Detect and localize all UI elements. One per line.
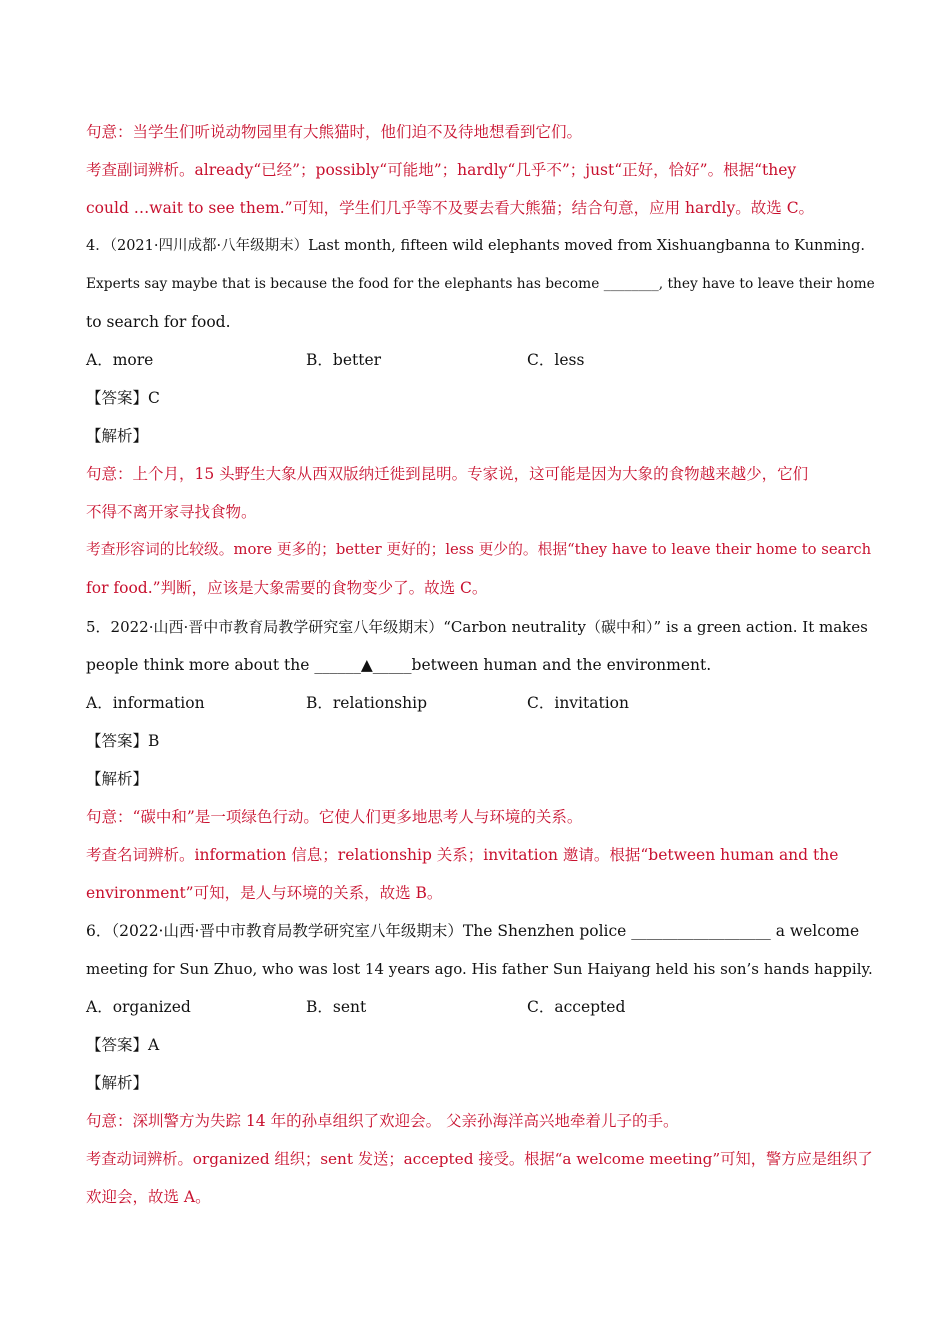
q6-option-a: A．organized [86,998,191,1016]
q3-analysis-line-1: 考查副词辨析。already“已经”；possibly“可能地”；hardly“几乎不”；just“正好，恰好”。根据“they [86,161,797,179]
q6-analysis-line-2: 欢迎会，故选 A。 [86,1188,211,1206]
q5-answer: 【答案】B [86,732,160,750]
q6-analysis-label: 【解析】 [86,1074,149,1092]
q4-analysis-label: 【解析】 [86,427,149,445]
q4-meaning-line-2: 不得不离开家寻找食物。 [86,503,257,521]
q5-meaning: 句意：“碳中和”是一项绿色行动。它使人们更多地思考人与环境的关系。 [86,808,583,826]
q6-answer: 【答案】A [86,1036,160,1054]
q4-option-c: C．less [527,351,585,369]
q5-stem-line-1: 5．2022·山西·晋中市教育局教学研究室八年级期末）“Carbon neutrality（碳中和）” is a green action. It makes [86,618,868,636]
q6-meaning: 句意：深圳警方为失踪 14 年的孙卓组织了欢迎会。 父亲孙海洋高兴地牵着儿子的手。 [86,1112,679,1130]
q5-analysis-line-1: 考查名词辨析。information 信息；relationship 关系；invitation 邀请。根据“between human and the [86,846,839,864]
q5-option-c: C．invitation [527,694,629,712]
q3-analysis-line-2: could …wait to see them.”可知，学生们几乎等不及要去看大熊猫；结合句意，应用 hardly。故选 C。 [86,199,815,217]
q5-option-b: B．relationship [306,694,427,712]
q6-option-c: C．accepted [527,998,626,1016]
q5-option-a: A．information [86,694,205,712]
q3-meaning: 句意：当学生们听说动物园里有大熊猫时，他们迫不及待地想看到它们。 [86,123,583,141]
q4-analysis-line-2: for food.”判断，应该是大象需要的食物变少了。故选 C。 [86,579,488,597]
q5-analysis-line-2: environment”可知，是人与环境的关系，故选 B。 [86,884,443,902]
q4-option-b: B．better [306,351,382,369]
q4-analysis-line-1: 考查形容词的比较级。more 更多的；better 更好的；less 更少的。根据“they have to leave their home to search [86,541,872,558]
q4-stem-line-2: Experts say maybe that is because the food for the elephants has become ________, they have to leave their home [86,276,875,292]
q4-meaning-line-1: 句意：上个月，15 头野生大象从西双版纳迁徙到昆明。专家说，这可能是因为大象的食物越来越少，它们 [86,465,809,483]
q4-answer: 【答案】C [86,389,160,407]
q5-stem-line-2: people think more about the ______▲_____between human and the environment. [86,656,712,674]
q5-analysis-label: 【解析】 [86,770,149,788]
q4-stem-line-3: to search for food. [86,313,231,331]
q4-stem-line-1: 4．（2021·四川成都·八年级期末）Last month, fifteen wild elephants moved from Xishuangbanna to Kunming. [86,238,865,254]
q6-analysis-line-1: 考查动词辨析。organized 组织；sent 发送；accepted 接受。根据“a welcome meeting”可知，警方应是组织了 [86,1150,873,1168]
q6-stem-line-2: meeting for Sun Zhuo, who was lost 14 years ago. His father Sun Haiyang held his son’s hands happily. [86,960,873,978]
q6-stem-line-1: 6．（2022·山西·晋中市教育局教学研究室八年级期末）The Shenzhen police __________________ a welcome [86,922,860,940]
q6-option-b: B．sent [306,998,367,1016]
q4-option-a: A．more [86,351,154,369]
